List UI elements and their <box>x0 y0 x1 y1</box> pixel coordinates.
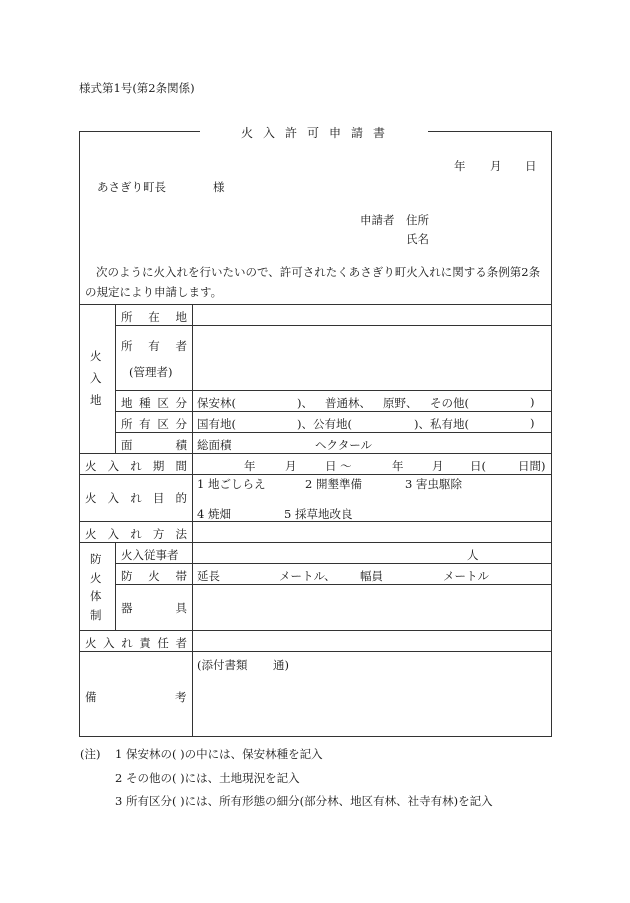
area-total-label: 総面積 <box>197 438 232 452</box>
period-end-year: 年 <box>392 459 404 473</box>
date-day: 日 <box>525 159 537 173</box>
method-label: 火 入 れ 方 法 <box>85 527 187 541</box>
land-type-close: )、 <box>297 396 313 410</box>
applicant-label: 申請者 <box>360 213 395 227</box>
form-title: 火入許可申請書 <box>200 124 428 141</box>
land-group-char: 火 <box>90 349 102 363</box>
recipient-honorific: 様 <box>213 180 225 194</box>
remarks-label-b: 考 <box>175 690 187 704</box>
period-days: 日間) <box>518 459 546 473</box>
period-start-day: 日 〜 <box>325 459 352 473</box>
row-divider <box>79 474 552 475</box>
land-type-other-close: ) <box>530 395 535 409</box>
firebreak-width-unit: メートル <box>443 569 489 583</box>
row-divider <box>115 563 552 564</box>
land-group-char: 地 <box>90 393 102 407</box>
land-type-label: 地 種 区 分 <box>121 396 187 410</box>
area-label: 面 積 <box>121 438 187 452</box>
row-divider <box>79 453 552 454</box>
purpose-4: 4 焼畑 <box>197 507 231 521</box>
table-top-border <box>79 304 552 305</box>
note-2: 2 その他の( )には、土地現況を記入 <box>115 771 300 785</box>
location-label: 所 在 地 <box>121 310 187 324</box>
period-end-month: 月 <box>432 459 444 473</box>
owner-label: 所 有 者 <box>121 339 187 353</box>
note-1: 1 保安林の( )の中には、保安林種を記入 <box>115 747 323 761</box>
name-label: 氏名 <box>406 232 429 246</box>
column-divider <box>115 542 116 630</box>
land-type-other: その他( <box>430 396 469 410</box>
form-number-label: 様式第1号(第2条関係) <box>79 81 195 95</box>
period-end-day: 日( <box>470 459 486 473</box>
notes-prefix: (注) <box>80 747 101 761</box>
date-year: 年 <box>454 159 466 173</box>
remarks-attachment: (添付書類 <box>197 658 248 672</box>
row-divider <box>115 411 552 412</box>
workers-label: 火入従事者 <box>121 548 179 562</box>
land-group-char: 入 <box>90 371 102 385</box>
purpose-label: 火 入 れ 目 的 <box>85 491 187 505</box>
period-start-month: 月 <box>285 459 297 473</box>
row-divider <box>115 584 552 585</box>
land-type-field: 原野、 <box>383 396 418 410</box>
purpose-2: 2 開墾準備 <box>305 477 362 491</box>
area-unit: ヘクタール <box>315 438 373 452</box>
remarks-label-a: 備 <box>85 690 97 704</box>
fire-prevention-label: 防 火 体 制 <box>90 552 102 622</box>
firebreak-width: 幅員 <box>360 569 383 583</box>
period-start-year: 年 <box>244 459 256 473</box>
note-3: 3 所有区分( )には、所有形態の細分(部分林、地区有林、社寺有林)を記入 <box>115 794 493 808</box>
date-month: 月 <box>490 159 502 173</box>
column-divider <box>192 304 193 737</box>
land-type-protected: 保安林( <box>197 396 236 410</box>
firebreak-length-unit: メートル、 <box>279 569 336 583</box>
land-group-label <box>90 348 102 408</box>
manager-label: (管理者) <box>129 365 173 379</box>
recipient: あさぎり町長 <box>97 180 166 194</box>
row-divider <box>115 325 552 326</box>
ownership-close: ) <box>530 416 535 430</box>
equipment-label: 器 具 <box>121 601 187 615</box>
ownership-private: )、私有地( <box>414 417 469 431</box>
address-label: 住所 <box>406 213 429 227</box>
remarks-attachment-count: 通) <box>273 658 289 672</box>
row-divider <box>115 432 552 433</box>
row-divider <box>79 542 552 543</box>
intro-text-line1: 次のように火入れを行いたいので、許可されたくあさぎり町火入れに関する条例第2条 <box>96 265 541 279</box>
row-divider <box>79 651 552 652</box>
row-divider <box>115 390 552 391</box>
purpose-3: 3 害虫駆除 <box>405 477 462 491</box>
responsible-label: 火 入 れ 責 任 者 <box>85 636 187 650</box>
intro-text-line2: の規定により申請します。 <box>85 285 223 299</box>
workers-unit: 人 <box>467 548 479 562</box>
row-divider <box>79 630 552 631</box>
ownership-public: )、公有地( <box>297 417 352 431</box>
ownership-type-label: 所 有 区 分 <box>121 417 187 431</box>
land-type-ordinary: 普通林、 <box>325 396 371 410</box>
firebreak-length: 延長 <box>197 569 220 583</box>
ownership-national: 国有地( <box>197 417 236 431</box>
purpose-5: 5 採草地改良 <box>284 507 353 521</box>
purpose-1: 1 地ごしらえ <box>197 477 266 491</box>
period-label: 火 入 れ 期 間 <box>85 459 187 473</box>
column-divider <box>115 304 116 453</box>
firebreak-label: 防 火 帯 <box>121 569 187 583</box>
